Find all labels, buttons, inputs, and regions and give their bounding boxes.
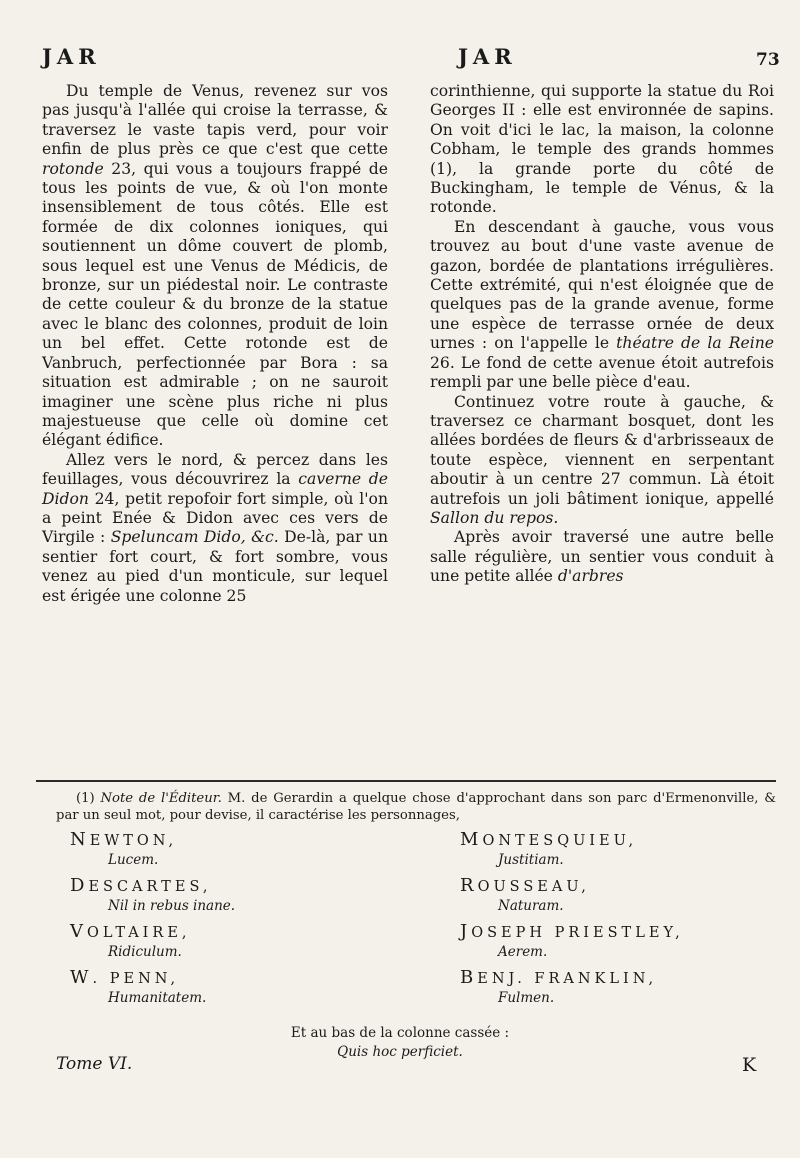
footnote-text <box>56 790 776 824</box>
page-number: 73 <box>756 50 780 70</box>
motto-item <box>460 968 790 1014</box>
motto-name-rest: OLTAIRE, <box>87 925 191 941</box>
italic-text: d'arbres <box>557 567 624 586</box>
motto-item <box>70 968 400 1014</box>
motto-item <box>70 876 400 922</box>
motto-initial: M <box>460 829 483 850</box>
motto-initial: J <box>460 921 472 942</box>
text-run: (1) <box>76 791 101 806</box>
paragraph <box>430 528 774 586</box>
motto-initial: N <box>70 829 90 850</box>
text-run: Après avoir traversé une autre belle salle régulière, un sentier vous conduit à une petite allée <box>430 528 774 586</box>
motto-phrase: Fulmen. <box>498 990 555 1006</box>
text-run: 23, qui vous a toujours frappé de tous les points de vue, & où l'on monte insensiblement de tous côtés. Elle est formée de dix colonnes ioniques, qui soutiennent un dôme couvert de plomb, sous lequel est une Venus de Médicis, de bronze, sur un piédestal noir. Le contraste de cette couleur & du bronze de la statue avec le blanc des colonnes, produit de loin un bel effet. Cette rotonde est de Vanbruch, perfectionnée par Bora : sa situation est admirable ; on ne sauroit imaginer une scène plus riche ni plus majestueuse que celle où domine cet élégant édifice. <box>42 159 388 450</box>
motto-initial: V <box>70 921 87 942</box>
motto-phrase: Aerem. <box>498 944 548 960</box>
footnote <box>56 790 776 824</box>
text-run: M. de Gerardin a quelque chose d'approchant dans son parc d'Ermenonville, & par un seul mot, pour devise, il caractérise les personnages, <box>56 791 777 823</box>
motto-item <box>70 830 400 876</box>
motto-item <box>460 830 790 876</box>
motto-item <box>460 922 790 968</box>
right-text-column <box>430 82 774 587</box>
motto-phrase: Naturam. <box>498 898 564 914</box>
text-run: Du temple de Venus, revenez sur vos pas jusqu'à l'allée qui croise la terrasse, & traversez le vaste tapis verd, pour voir enfin de plus près ce que c'est que cette <box>42 82 388 159</box>
italic-text: rotonde <box>42 159 104 178</box>
italic-text: Note de l'Éditeur. <box>100 791 222 806</box>
motto-item <box>70 922 400 968</box>
motto-person <box>70 830 400 851</box>
italic-text: théatre de la Reine <box>616 334 774 353</box>
closing-latin: Quis hoc perficiet. <box>337 1044 463 1060</box>
paragraph <box>42 451 388 606</box>
motto-person <box>460 968 790 989</box>
motto-person <box>70 922 400 943</box>
motto-person <box>460 830 790 851</box>
text-run: Allez vers le nord, & percez dans les feuillages, vous découvrirez la <box>42 450 388 489</box>
motto-name-rest: OUSSEAU, <box>477 879 590 895</box>
volume-signature: Tome VI. <box>56 1054 133 1074</box>
motto-initial: D <box>70 875 89 896</box>
motto-initial: R <box>460 875 478 896</box>
motto-name-rest: EWTON, <box>89 833 178 849</box>
motto-item <box>460 876 790 922</box>
motto-person <box>460 876 790 897</box>
motto-person <box>70 968 400 989</box>
running-head-left: JAR <box>42 44 101 69</box>
text-run: 26. Le fond de cette avenue étoit autrefois rempli par une belle pièce d'eau. <box>430 353 774 392</box>
motto-person <box>70 876 400 897</box>
motto-phrase: Justitiam. <box>498 852 564 868</box>
paragraph <box>42 82 388 451</box>
motto-phrase: Humanitatem. <box>108 990 207 1006</box>
motto-phrase: Lucem. <box>108 852 159 868</box>
running-head-right: JAR <box>458 44 517 69</box>
text-run: 24, petit repofoir fort simple, où l'on a peint Enée & Didon avec ces vers de Virgile : <box>42 489 388 547</box>
italic-text: caverne de Didon <box>42 470 388 508</box>
motto-name-rest: ENJ. FRANKLIN, <box>477 971 658 987</box>
motto-column-left <box>70 830 400 1014</box>
paragraph <box>430 393 774 529</box>
paragraph <box>430 218 774 393</box>
text-run: corinthienne, qui supporte la statue du Roi Georges II : elle est environnée de sapins. On voit d'ici le lac, la maison, la colonne Cobham, le temple des grands hommes (1), la grande porte du côté de Buckingham, le temple de Vénus, & la rotonde. <box>430 82 774 217</box>
italic-text: Sallon du repos. <box>430 508 559 527</box>
motto-name-rest: ESCARTES, <box>88 879 212 895</box>
italic-text: Speluncam Dido, &c. <box>110 528 279 547</box>
text-run: En descendant à gauche, vous vous trouvez au bout d'une vaste avenue de gazon, bordée de plantations irrégulières. Cette extrémité, qui n'est éloignée que de quelques pas de la grande avenue, forme une espèce de terrasse ornée de deux urnes : on l'appelle le <box>430 217 774 353</box>
motto-phrase: Nil in rebus inane. <box>108 898 236 914</box>
motto-name-rest: OSEPH PRIESTLEY, <box>471 925 684 941</box>
motto-initial: W <box>70 967 93 988</box>
motto-person <box>460 922 790 943</box>
motto-name-rest: . PENN, <box>92 971 180 987</box>
paragraph <box>430 82 774 218</box>
motto-phrase: Ridiculum. <box>108 944 182 960</box>
text-run: Continuez votre route à gauche, & traversez ce charmant bosquet, dont les allées bordées de fleurs & d'arbrisseaux de toute espèce, viennent en serpentant aboutir à un centre 27 commun. Là étoit autrefois un joli bâtiment ionique, appellé <box>430 392 774 508</box>
motto-column-right <box>460 830 790 1014</box>
motto-initial: B <box>460 967 478 988</box>
footnote-separator-rule <box>36 780 776 782</box>
motto-name-rest: ONTESQUIEU, <box>482 833 638 849</box>
left-text-column <box>42 82 388 606</box>
text-run: De-là, par un sentier fort court, & fort sombre, vous venez au pied d'un monticule, sur lequel est érigée une colonne 25 <box>42 528 388 605</box>
closing-line: Et au bas de la colonne cassée : <box>290 1025 510 1041</box>
gathering-signature: K <box>742 1054 757 1076</box>
